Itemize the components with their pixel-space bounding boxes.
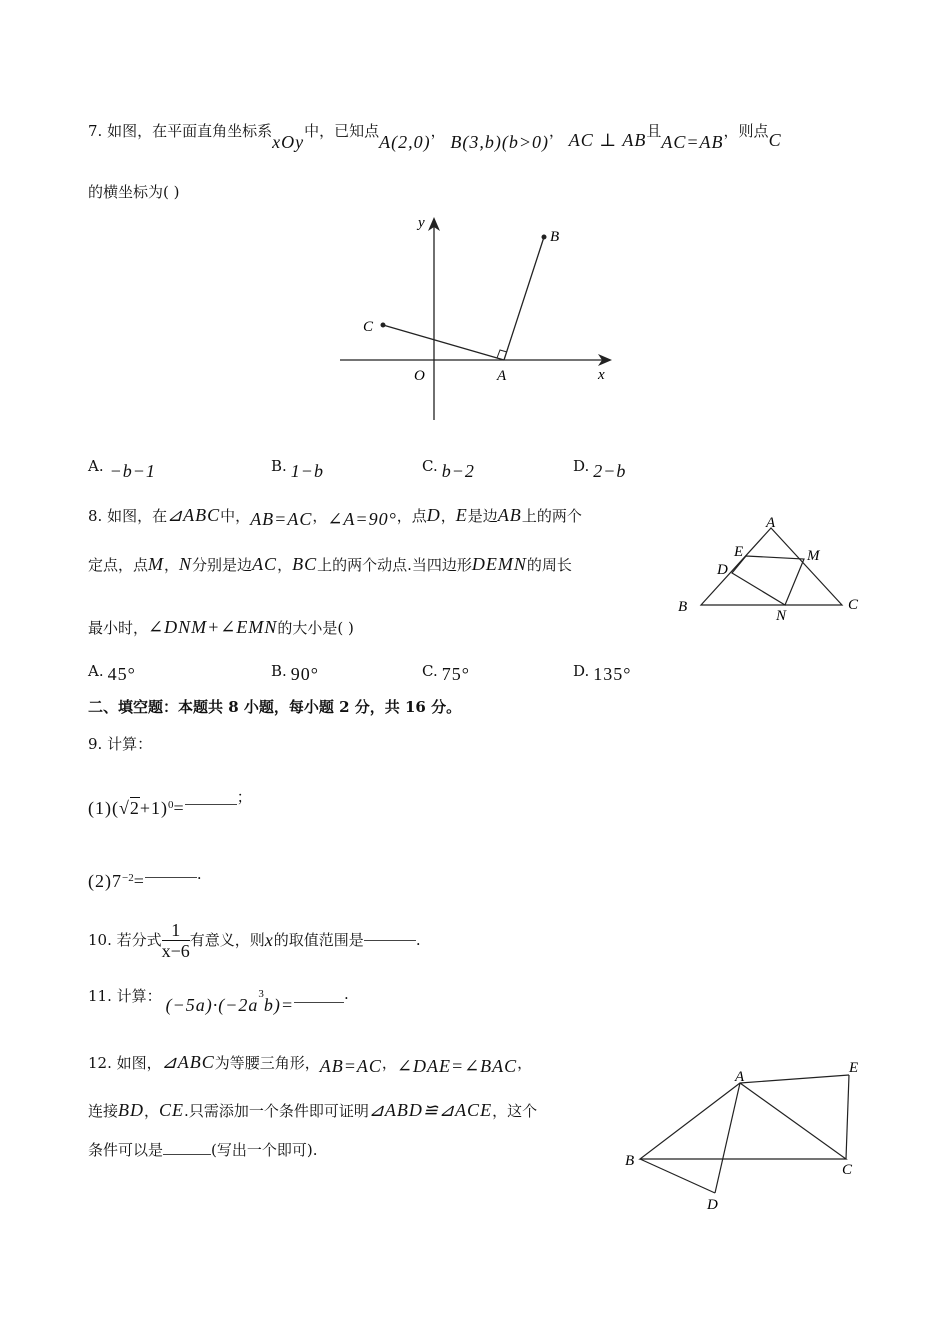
triangle-abc [640, 1083, 846, 1159]
q12-line3: 条件可以是 (写出一个即可). [88, 1141, 318, 1159]
q8-line2: 定点，点M，N分别是边AC，BC上的两个动点.当四边形DEMN的周长 [88, 554, 572, 574]
label-a: A [735, 1069, 745, 1085]
q8-option-d[interactable]: D. 135° [573, 662, 632, 684]
quadrilateral-demn [732, 556, 804, 605]
label-b: B [625, 1153, 635, 1169]
q12-line2: 连接BD，CE.只需添加一个条件即可证明⊿ABD≌⊿ACE，这个 [88, 1100, 538, 1120]
label-d: D [707, 1197, 718, 1213]
segment-ec [846, 1075, 849, 1159]
q10-line: 10. 若分式 $\frac{1}{x-6}$ 有意义，则 x 的取值范围是 . [88, 919, 421, 961]
label-c: C [842, 1162, 853, 1178]
label-e: E [734, 544, 744, 560]
q9-title: 9. 计算： [88, 735, 153, 753]
q9-part2: $(2)7^{-2}=$ . [88, 865, 202, 891]
label-e: E [849, 1060, 859, 1076]
label-b: B [550, 229, 560, 245]
label-c: C [848, 597, 859, 613]
q8-option-c[interactable]: C. 75° [422, 662, 470, 684]
answer-blank[interactable] [185, 804, 237, 805]
label-a: A [497, 368, 507, 384]
label-o: O [414, 368, 425, 384]
label-n: N [776, 608, 787, 624]
answer-blank[interactable] [294, 1002, 344, 1003]
label-m: M [807, 548, 820, 564]
q7-line1: 7. 如图，在平面直角坐标系xOy中，已知点A(2,0)， B(3,b)(b>0)， AC ⊥ AB且AC=AB，则点C [88, 122, 782, 152]
q7-option-b[interactable]: B. 1−b [271, 457, 324, 481]
segment-ab [504, 237, 544, 360]
q8-line1: 8. 如图，在⊿ABC中，AB=AC，∠A=90°，点D，E是边AB上的两个 [88, 505, 582, 529]
q8-option-a[interactable]: A. 45° [88, 662, 136, 684]
q7-figure [330, 205, 630, 430]
label-x: x [598, 367, 605, 383]
segment-ac [383, 325, 504, 360]
q12-figure [620, 1055, 870, 1215]
label-b: B [678, 599, 688, 615]
segment-bd [640, 1159, 715, 1193]
point-c [381, 323, 386, 328]
segment-ae [740, 1075, 849, 1083]
q7-option-a[interactable]: A. −b−1 [88, 457, 156, 481]
answer-blank[interactable] [364, 940, 416, 941]
q8-option-b[interactable]: B. 90° [271, 662, 319, 684]
sqrt-sign: √ [119, 798, 130, 818]
answer-blank[interactable] [145, 877, 197, 878]
q7-option-c[interactable]: C. b−2 [422, 457, 475, 481]
point-b [542, 235, 547, 240]
label-y: y [418, 215, 425, 231]
answer-blank[interactable] [163, 1154, 211, 1155]
section-heading: 二、填空题：本题共 8 小题，每小题 2 分，共 16 分。 [88, 698, 462, 716]
q7-option-d[interactable]: D. 2−b [573, 457, 627, 481]
q8-figure [672, 510, 872, 630]
label-d: D [717, 562, 728, 578]
q12-line1: 12. 如图，⊿ABC为等腰三角形，AB=AC，∠DAE=∠BAC， [88, 1052, 533, 1076]
q8-line3: 最小时，∠DNM+∠EMN的大小是( ) [88, 617, 354, 637]
q9-part1: $(1)(√2+1)^0=$； [88, 788, 252, 818]
q7-line2: 的横坐标为( ) [88, 183, 180, 201]
label-c: C [363, 319, 374, 335]
q11-line: 11. 计算： $(-5a)\cdot(-2a^3b)=$. [88, 985, 349, 1015]
label-a: A [766, 515, 776, 531]
fraction: $\frac{1}{x-6}$ [161, 919, 190, 961]
